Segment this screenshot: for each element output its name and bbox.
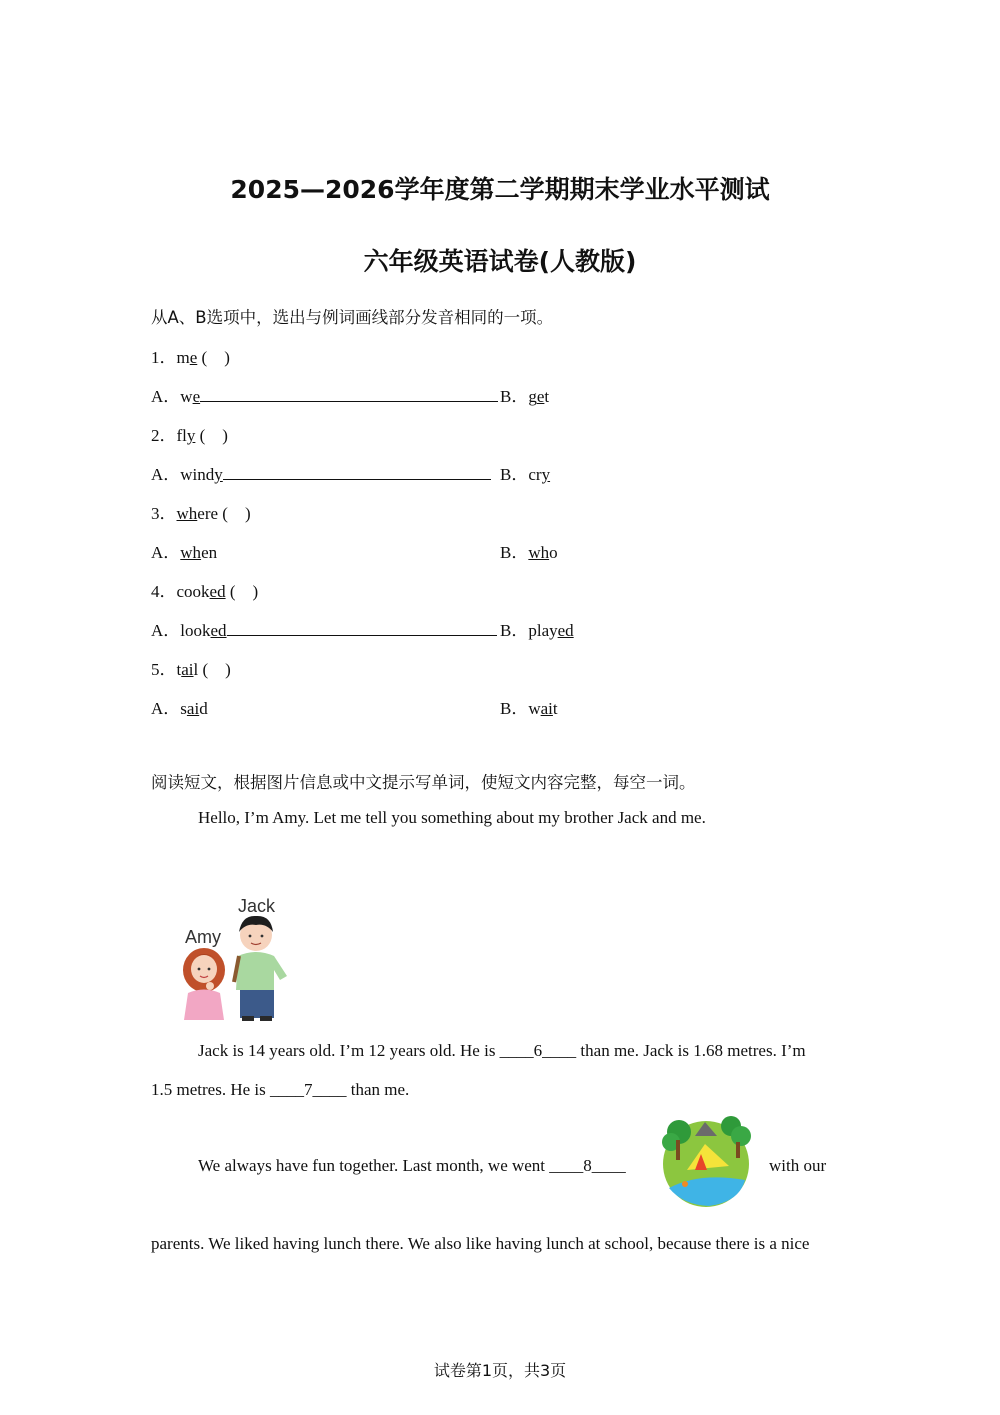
amy-figure-icon [183, 948, 225, 1020]
question-3-option-a: A．when [151, 543, 218, 562]
page-footer: 试卷第1页，共3页 [433, 1361, 567, 1380]
section2-instruction: 阅读短文，根据图片信息或中文提示写单词，使短文内容完整，每空一词。 [151, 773, 696, 792]
question-2-option-a: A．windy [151, 460, 491, 485]
question-1-option-b: B．get [500, 387, 550, 406]
jack-figure-icon [234, 916, 287, 1021]
camping-scene-icon [659, 1110, 755, 1208]
question-3-option-b: B．who [500, 543, 558, 562]
question-5-option-b: B．wait [500, 699, 558, 718]
passage-para2-line1-end: with our [769, 1156, 827, 1175]
amy-label: Amy [185, 927, 221, 947]
exam-subtitle: 六年级英语试卷(人教版) [363, 247, 637, 276]
question-5: 5．tail ( ) [151, 660, 231, 679]
question-2-option-b: B．cry [500, 465, 551, 484]
passage-intro: Hello, I’m Amy. Let me tell you something about my brother Jack and me. [198, 808, 706, 827]
passage-para2-line1-start: We always have fun together. Last month, we went ____8____ [198, 1156, 626, 1175]
question-5-option-a: A．said [151, 699, 208, 718]
question-4-option-a: A．looked [151, 616, 497, 641]
passage-para1-line1: Jack is 14 years old. I’m 12 years old. He is ____6____ than me. Jack is 1.68 metres. I’m [198, 1041, 806, 1060]
exam-title: 2025—2026学年度第二学期期末学业水平测试 [230, 175, 770, 204]
jack-label: Jack [238, 896, 276, 916]
question-4-option-b: B．played [500, 621, 574, 640]
question-1-option-a: A．we [151, 382, 498, 407]
question-3: 3．where ( ) [151, 504, 251, 523]
question-1: 1．me ( ) [151, 348, 230, 367]
question-4: 4．cooked ( ) [151, 582, 259, 601]
passage-para1-line2: 1.5 metres. He is ____7____ than me. [151, 1080, 410, 1099]
passage-para2-line2: parents. We liked having lunch there. We also like having lunch at school, because there is a nice [151, 1234, 810, 1253]
question-2: 2．fly ( ) [151, 426, 228, 445]
section1-instruction: 从A、B选项中，选出与例词画线部分发音相同的一项。 [151, 308, 554, 327]
amy-jack-illustration [170, 890, 295, 1025]
